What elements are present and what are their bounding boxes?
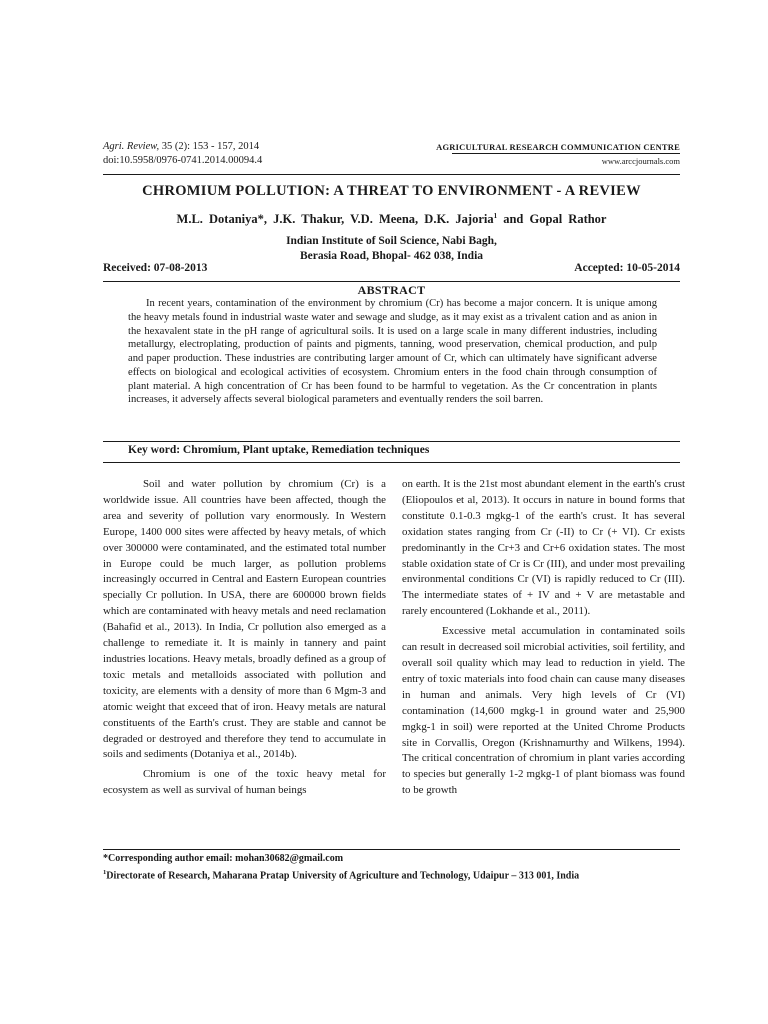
directorate-note (103, 866, 680, 883)
received-date: Received: 07-08-2013 (103, 262, 208, 274)
authors-tail: and Gopal Rathor (497, 212, 607, 227)
doi-rule (103, 174, 680, 175)
dates-rule (103, 281, 680, 282)
article-title: CHROMIUM POLLUTION: A THREAT TO ENVIRONMENT - A REVIEW (142, 183, 641, 199)
doi-link[interactable]: doi:10.5958/0976-0741.2014.00094.4 (103, 155, 263, 166)
footnotes (103, 852, 680, 883)
keywords-rule-bottom (103, 462, 680, 463)
publisher-block (436, 142, 680, 167)
affiliation (103, 234, 680, 264)
paragraph: Excessive metal accumulation in contaminated soils can result in decreased soil microbial activities, soil fertility, and overall soil quality which may lead to reduction in yield. The entry of toxic materials into food chain can cause many diseases in human and animals. Very high levels of Cr (VI) contamination (14,600 mgkg-1 in ground water and 25,900 mgkg-1 in soil) were reported at the United Chrome Products site in Corvallis, Oregon (Krishnamurthy and Wilkens, 1994). The critical concentration of chromium in plant varies according to species but generally 1-2 mgkg-1 of plant biomass was found to be growth (402, 625, 685, 797)
journal-name: Agri. Review, (103, 141, 160, 152)
author-list (103, 212, 680, 227)
paragraph: Chromium is one of the toxic heavy metal for ecosystem as well as survival of human beings (103, 768, 386, 797)
footnote-mark: 1 (103, 869, 107, 876)
body-column-left (103, 477, 386, 803)
volume-pages: 35 (2): 153 - 157, 2014 (161, 141, 260, 152)
publisher-name: AGRICULTURAL RESEARCH COMMUNICATION CENTRE (436, 142, 680, 152)
affiliation-line-1: Indian Institute of Soil Science, Nabi Bagh, (286, 235, 497, 247)
abstract-text: In recent years, contamination of the environment by chromium (Cr) has become a major concern. It is unique among the heavy metals found in industrial waste water and sewage and sludge, as it may exist as a trivalent cation and as anion in the hexavalent state in the pH range of agricultural soils. It is used on a large scale in many different industries, including metallurgy, electroplating, production of paints and pigments, tanning, wood preservation, chemical production, and pulp and paper production. These industries are contributing larger amount of Cr, which can ultimately have significant adverse effects on biological and ecological activities of ecosystem. Chromium enters in the food chain through consumption of plant material. A high concentration of Cr has been found to be harmful to vegetation. As the Cr concentration in plants increases, it adversely affects several biological parameters and eventually renders the soil barren. (128, 298, 657, 406)
citation-block (103, 140, 262, 168)
corresponding-author: *Corresponding author email: mohan30682@gmail.com (103, 853, 344, 864)
abstract-heading: ABSTRACT (357, 283, 426, 297)
keywords-rule-top (103, 441, 680, 442)
publisher-url[interactable]: www.arccjournals.com (601, 156, 680, 166)
body-column-right (402, 477, 685, 803)
affiliation-mark: 1 (493, 212, 498, 220)
accepted-date: Accepted: 10-05-2014 (574, 262, 680, 274)
keywords: Key word: Chromium, Plant uptake, Remediation techniques (128, 444, 430, 456)
paragraph: on earth. It is the 21st most abundant element in the earth's crust (Eliopoulos et al, 2013). It occurs in nature in bound forms that constitute 0.1-0.3 mgkg-1 of the earth's crust. It has several oxidation states ranging from Cr (-II) to Cr (+ VI). Cr exists predominantly in the Cr+3 and Cr+6 oxidation states. The most stable oxidation state of Cr is Cr (III), and under most prevailing environmental conditions Cr (VI) is rapidly reduced to Cr (III). The intermediate states of + IV and + V are metastable and rarely encountered (Lokhande et al., 2011). (402, 478, 685, 618)
authors-main: M.L. Dotaniya*, J.K. Thakur, V.D. Meena, D.K. Jajoria (176, 212, 494, 227)
footnote-rule (103, 849, 680, 850)
directorate-text: Directorate of Research, Maharana Pratap University of Agriculture and Technology, Udaipur – 313 001, India (106, 870, 580, 882)
paragraph: Soil and water pollution by chromium (Cr) is a worldwide issue. All countries have been affected, though the area and severity of pollution vary enormously. In Western Europe, 1400 000 sites were affected by heavy metals, of which over 300000 were contaminated, and the estimated total number in Europe could be much larger, as pollution problems increasingly occurred in Central and Eastern European countries specially Cr pollution. In USA, there are 600000 brown fields which are contaminated with heavy metals and need reclamation (Bahafid et al., 2013). In India, Cr pollution also emerged as a challenge to remediate it. It is mainly in tannery and paint industries locations. Heavy metals, broadly defined as a group of toxic metals and metalloids associated with pollution and toxicity, are elements with a density of more than 6 Mgm-3 and atomic weight that exceed that of iron. Heavy metals are natural constituents of the Earth's crust. They are stable and cannot be degraded or destroyed and therefore they tend to accumulate in soils and sediments (Dotaniya et al., 2014b). (103, 478, 386, 761)
affiliation-line-2: Berasia Road, Bhopal- 462 038, India (299, 250, 484, 262)
header-rule (452, 153, 680, 154)
